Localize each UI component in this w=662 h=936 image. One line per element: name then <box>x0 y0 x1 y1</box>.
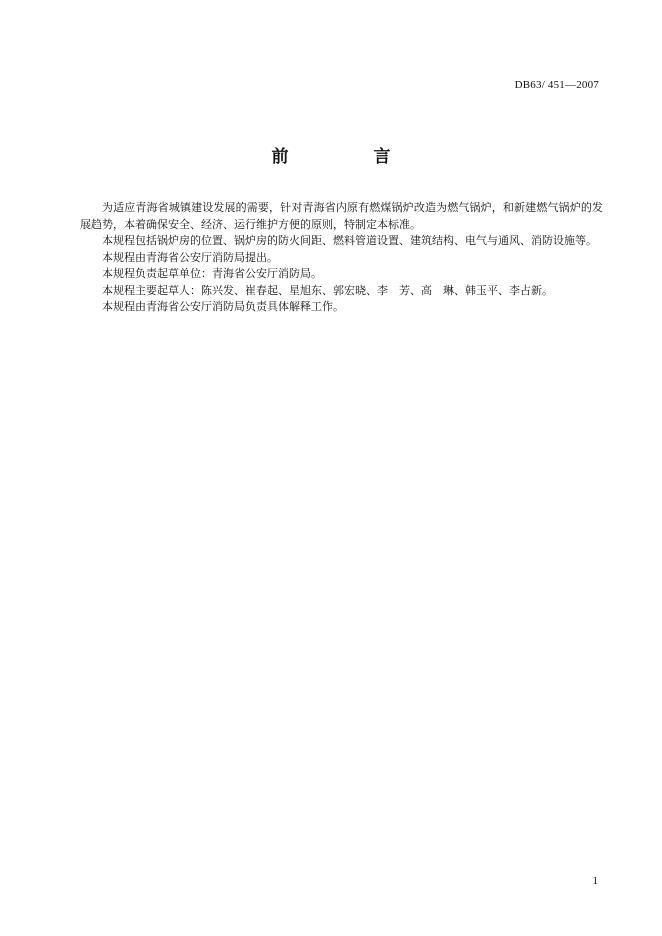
paragraph-drafting-unit: 本规程负责起草单位：青海省公安厅消防局。 <box>102 267 322 280</box>
foreword-body <box>80 200 603 316</box>
paragraph-proposer: 本规程由青海省公安厅消防局提出。 <box>102 250 278 264</box>
page-number: 1 <box>592 875 598 887</box>
paragraph-interpretation: 本规程由青海省公安厅消防局负责具体解释工作。 <box>102 300 344 313</box>
page-title: 前 言 <box>271 147 425 167</box>
standard-code: DB63/ 451—2007 <box>514 79 599 91</box>
paragraph-scope: 本规程包括锅炉房的位置、锅炉房的防火间距、燃料管道设置、建筑结构、电气与通风、消防设施等。 <box>102 234 597 247</box>
paragraph-drafters: 本规程主要起草人：陈兴发、崔春起、星旭东、郭宏晓、李 芳、高 琳、韩玉平、李占新。 <box>102 283 553 297</box>
paragraph-purpose: 为适应青海省城镇建设发展的需要，针对青海省内原有燃煤锅炉改造为燃气锅炉，和新建燃气锅炉的发展趋势，本着确保安全、经济、运行维护方便的原则，特制定本标准。 <box>80 201 603 231</box>
